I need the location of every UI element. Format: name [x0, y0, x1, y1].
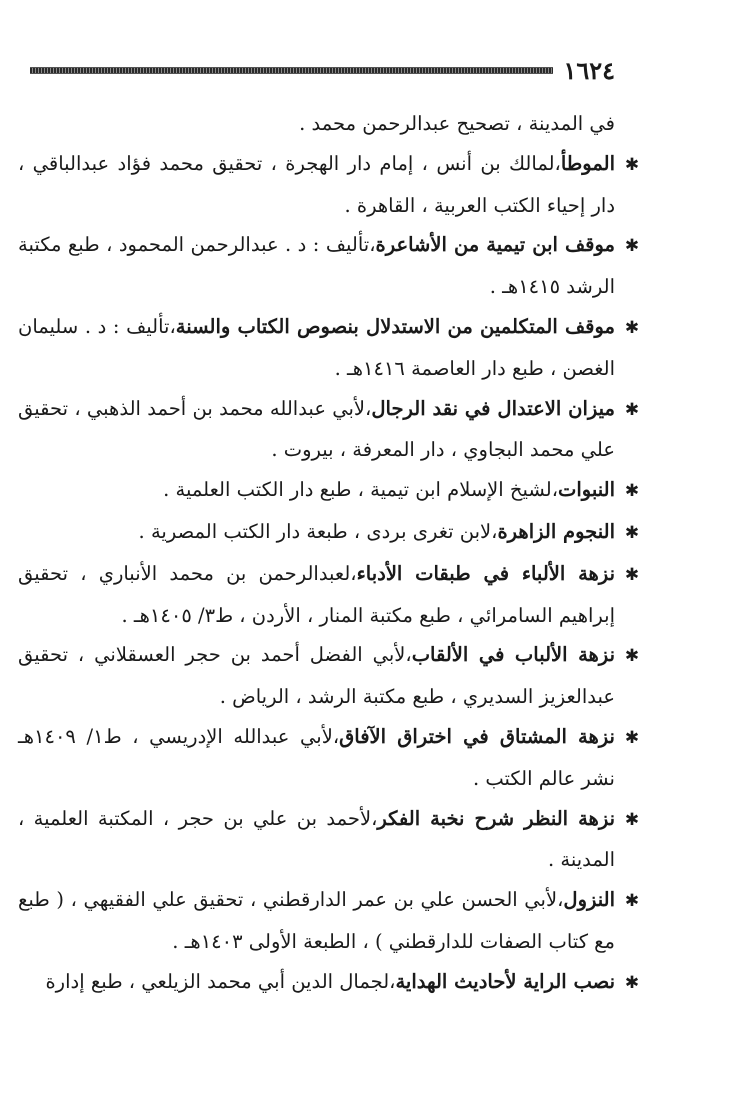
entry-title: نزهة الألباء في طبقات الأدباء — [356, 561, 615, 585]
bibliography-entry — [18, 880, 640, 962]
entry-text: ،تأليف : د . سليمان الغصن ، طبع دار العاصمة ١٤١٦هـ . — [18, 314, 615, 380]
header-rule — [30, 67, 553, 74]
bibliography-entry — [18, 962, 640, 1004]
star-bullet-icon: ✱ — [624, 809, 640, 830]
continuation-line: في المدينة ، تصحيح عبدالرحمن محمد . — [299, 112, 615, 135]
page-header — [30, 55, 615, 85]
star-bullet-icon: ✱ — [624, 727, 640, 748]
star-bullet-icon: ✱ — [624, 399, 640, 420]
bibliography-entry — [18, 307, 640, 389]
entry-title: نزهة المشتاق في اختراق الآفاق — [339, 724, 615, 748]
entry-text: ،لأحمد بن علي بن حجر ، المكتبة العلمية ، المدينة . — [18, 806, 615, 872]
entry-title: نزهة النظر شرح نخبة الفكر — [377, 806, 615, 830]
entry-title: النزول — [563, 888, 615, 912]
entry-text: ،لمالك بن أنس ، إمام دار الهجرة ، تحقيق محمد فؤاد عبدالباقي ، دار إحياء الكتب العربية ، القاهرة . — [18, 151, 615, 217]
entry-text: ،لعبدالرحمن بن محمد الأنباري ، تحقيق إبراهيم السامرائي ، طبع مكتبة المنار ، الأردن ، ط٣/ ١٤٠٥هـ . — [18, 561, 615, 627]
star-bullet-icon: ✱ — [624, 317, 640, 338]
entry-text: ،تأليف : د . عبدالرحمن المحمود ، طبع مكتبة الرشد ١٤١٥هـ . — [18, 233, 615, 299]
entry-text: ،لشيخ الإسلام ابن تيمية ، طبع دار الكتب العلمية . — [163, 478, 559, 502]
star-bullet-icon: ✱ — [624, 646, 640, 667]
bibliography-list — [18, 104, 640, 1004]
page-number: ١٦٢٤ — [563, 55, 615, 85]
star-bullet-icon: ✱ — [624, 522, 640, 543]
entry-text: ،لأبي عبدالله محمد بن أحمد الذهبي ، تحقيق علي محمد البجاوي ، دار المعرفة ، بيروت . — [18, 396, 615, 462]
bibliography-entry — [18, 389, 640, 471]
entry-title: النجوم الزاهرة — [497, 519, 615, 543]
star-bullet-icon: ✱ — [624, 564, 640, 585]
star-bullet-icon: ✱ — [624, 236, 640, 257]
entry-title: موقف ابن تيمية من الأشاعرة — [375, 233, 615, 257]
bibliography-entry — [18, 717, 640, 799]
star-bullet-icon: ✱ — [624, 154, 640, 175]
bibliography-entry — [18, 635, 640, 717]
entry-title: نزهة الألباب في الألقاب — [411, 643, 615, 667]
bibliography-entry — [18, 554, 640, 636]
entry-text: ،لأبي الفضل أحمد بن حجر العسقلاني ، تحقيق عبدالعزيز السديري ، طبع مكتبة الرشد ، الرياض . — [18, 643, 615, 709]
entry-title: موقف المتكلمين من الاستدلال بنصوص الكتاب والسنة — [175, 314, 615, 338]
entry-text: ،لأبي الحسن علي بن عمر الدارقطني ، تحقيق علي الفقيهي ، ( طبع مع كتاب الصفات للدارقطني ) ، الطبعة الأولى ١٤٠٣هـ . — [18, 888, 615, 953]
star-bullet-icon: ✱ — [624, 891, 640, 912]
bibliography-entry — [18, 225, 640, 307]
bibliography-entry — [18, 512, 640, 554]
entry-text: ،لجمال الدين أبي محمد الزيلعي ، طبع إدارة — [45, 969, 396, 993]
bibliography-entry — [18, 470, 640, 512]
star-bullet-icon: ✱ — [624, 481, 640, 502]
entry-title: ميزان الاعتدال في نقد الرجال — [371, 396, 615, 420]
bibliography-entry — [18, 799, 640, 881]
star-bullet-icon: ✱ — [624, 972, 640, 993]
entry-text: ،لأبي عبدالله الإدريسي ، ط١/ ١٤٠٩هـ نشر عالم الكتب . — [18, 724, 615, 790]
entry-title: نصب الراية لأحاديث الهداية — [395, 969, 615, 993]
bibliography-entry — [18, 144, 640, 226]
entry-title: النبوات — [558, 478, 615, 502]
entry-title: الموطأ — [560, 151, 615, 175]
entry-text: ،لابن تغرى بردى ، طبعة دار الكتب المصرية . — [138, 519, 498, 543]
